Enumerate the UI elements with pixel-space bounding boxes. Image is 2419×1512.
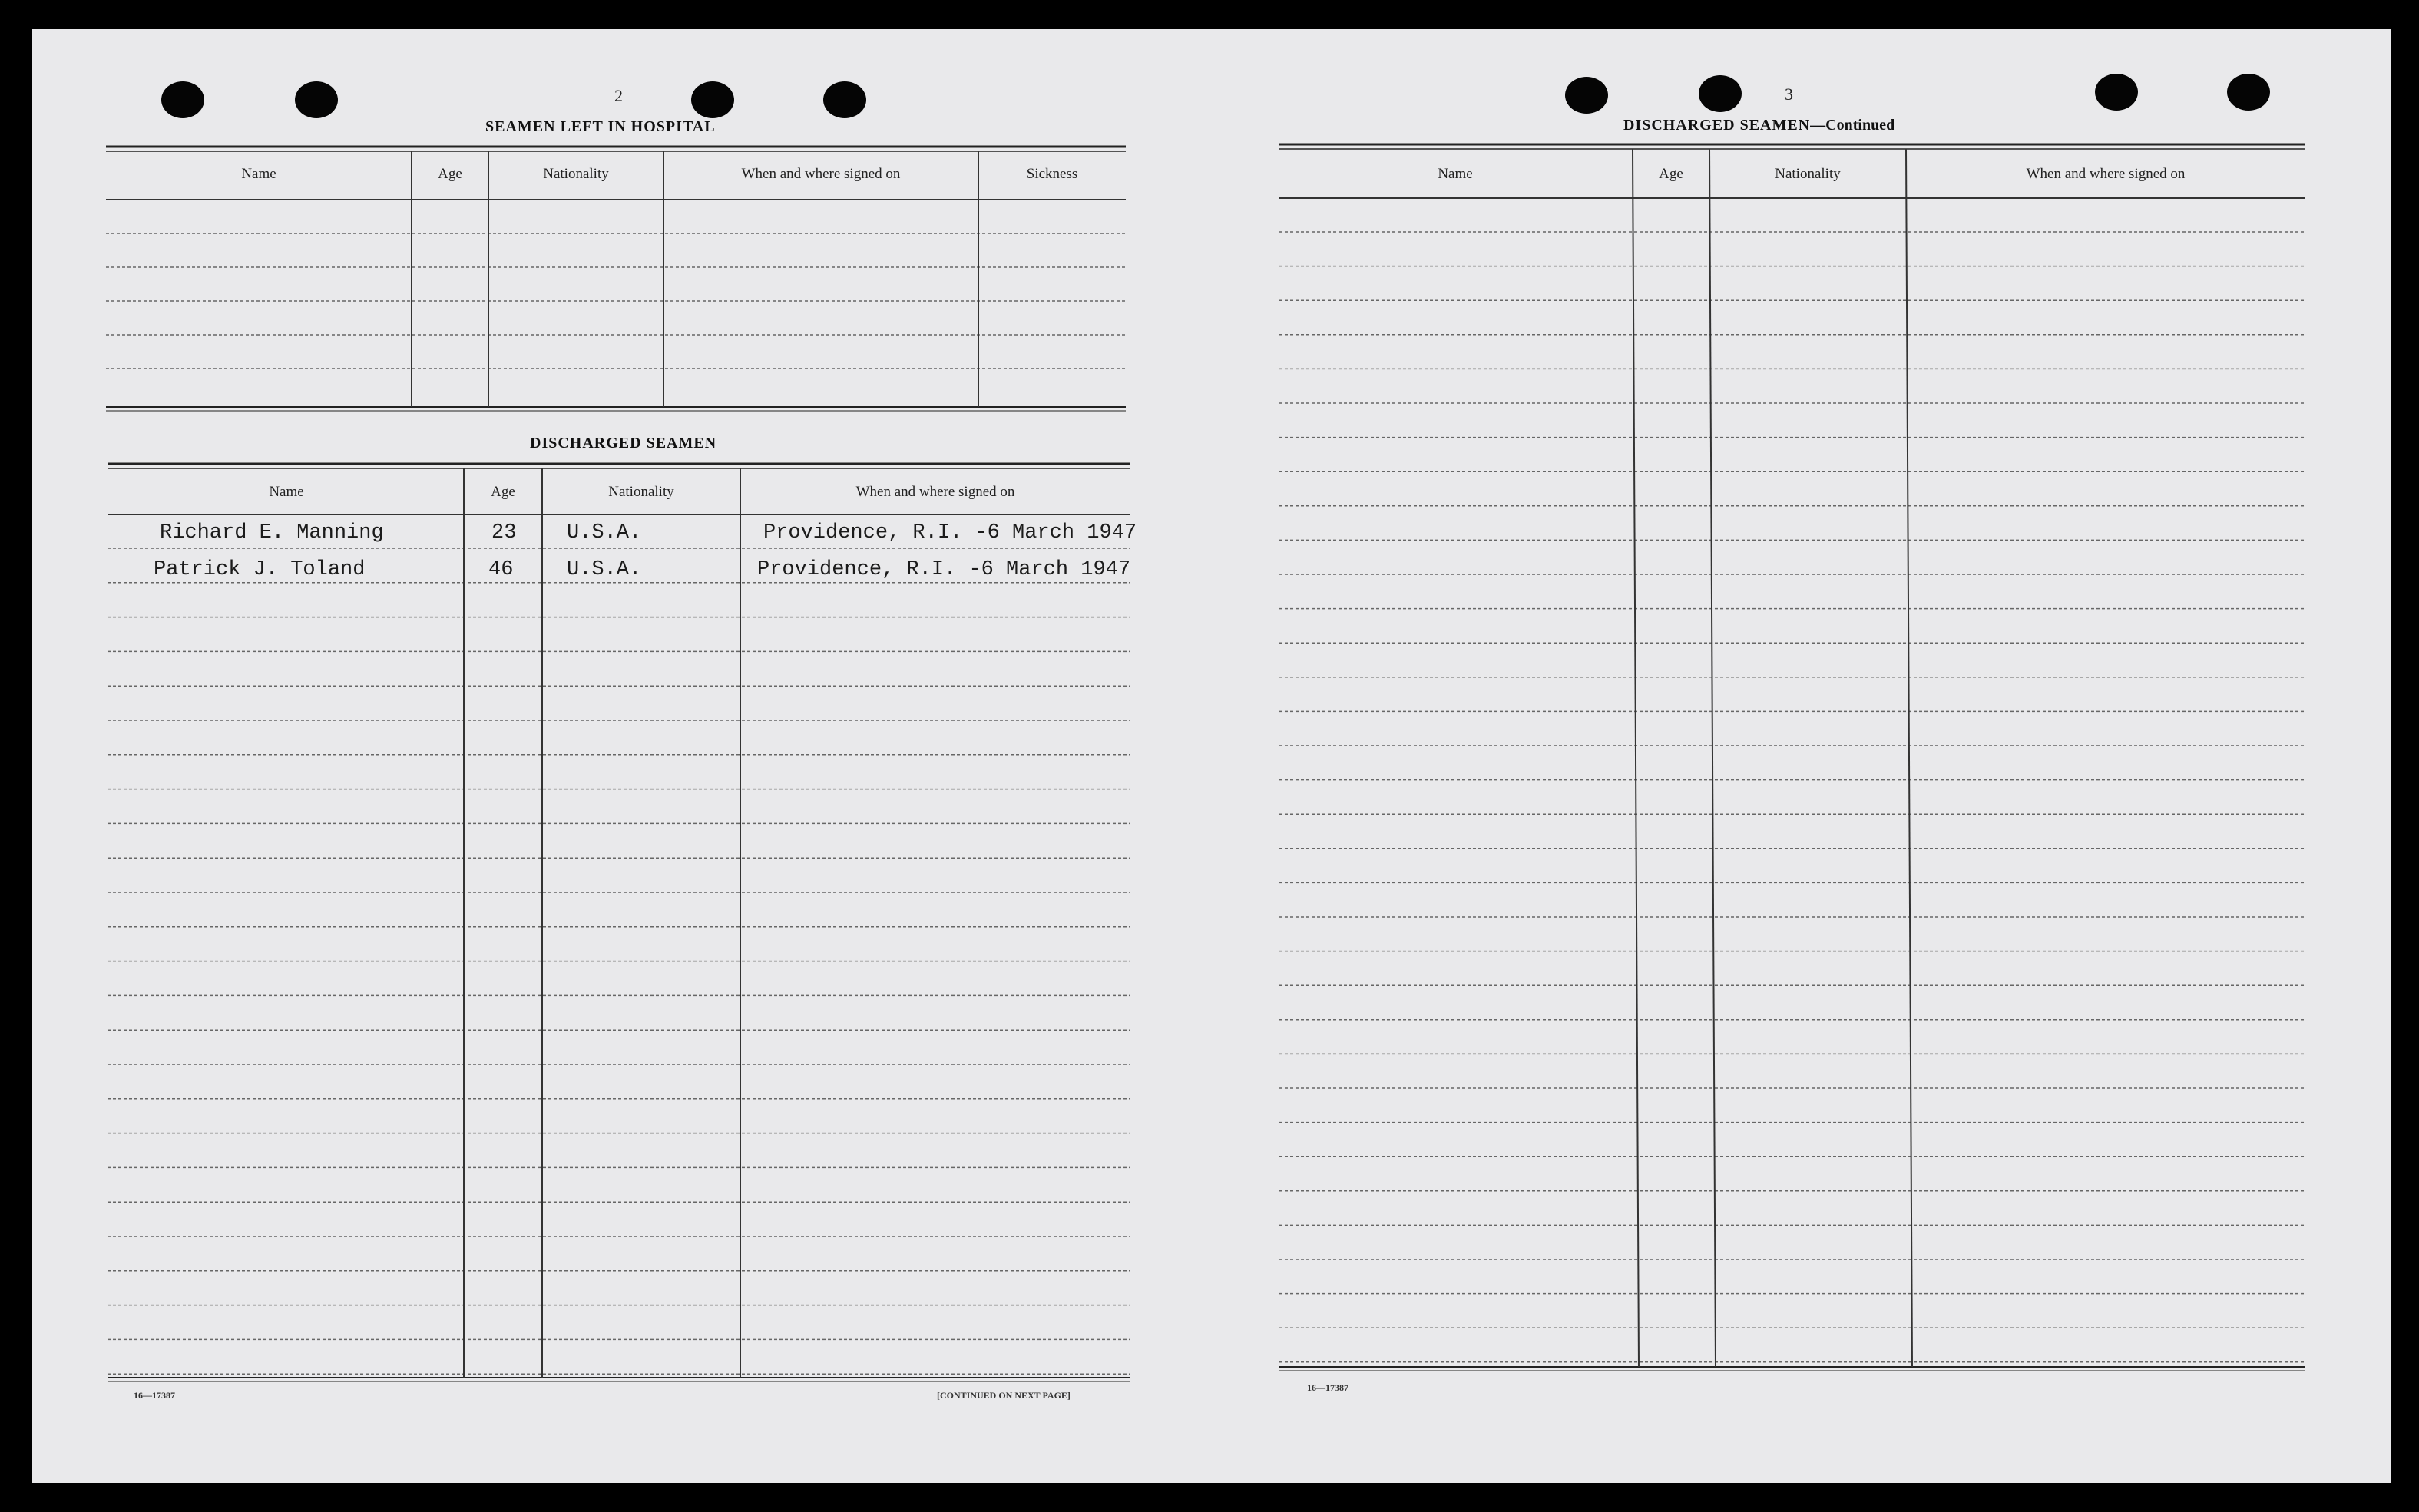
discharged-row-2-nationality: U.S.A.: [567, 558, 642, 581]
right-section-title-continued: —Continued: [1810, 117, 1895, 134]
form-number-left: 16—17387: [134, 1390, 175, 1401]
discharged-continued-table-grid: [32, 29, 2391, 1411]
right-col-name: Name: [1438, 166, 1473, 182]
discharged-row-2-signed-on: Providence, R.I. -6 March 1947: [757, 558, 1131, 581]
right-col-signed-on: When and where signed on: [2026, 166, 2186, 182]
hospital-col-name: Name: [241, 166, 276, 182]
hospital-col-age: Age: [438, 166, 462, 182]
discharged-col-signed-on: When and where signed on: [855, 484, 1015, 500]
continued-note: [CONTINUED ON NEXT PAGE]: [937, 1390, 1071, 1401]
discharged-row-1-name: Richard E. Manning: [160, 521, 384, 544]
ruled-line: [1709, 149, 1716, 1367]
hospital-col-sickness: Sickness: [1026, 166, 1078, 182]
discharged-col-age: Age: [491, 484, 515, 500]
discharged-row-1-signed-on: Providence, R.I. -6 March 1947: [763, 521, 1137, 544]
discharged-row-1-age: 23: [491, 521, 517, 544]
ruled-line: [1633, 149, 1639, 1367]
discharged-section-title: DISCHARGED SEAMEN: [530, 435, 717, 452]
discharged-row-2-age: 46: [488, 558, 514, 581]
hospital-col-signed-on: When and where signed on: [741, 166, 901, 182]
hospital-col-nationality: Nationality: [543, 166, 609, 182]
page-number-left: 2: [614, 86, 623, 105]
right-section-title-main: DISCHARGED SEAMEN: [1623, 117, 1811, 134]
right-col-nationality: Nationality: [1775, 166, 1841, 182]
page-number-right: 3: [1785, 84, 1793, 104]
document-sheet: [32, 29, 2391, 1483]
discharged-col-name: Name: [269, 484, 304, 500]
discharged-row-1-nationality: U.S.A.: [567, 521, 642, 544]
discharged-col-nationality: Nationality: [608, 484, 674, 500]
right-col-age: Age: [1659, 166, 1683, 182]
ruled-line: [1906, 149, 1912, 1367]
form-number-right: 16—17387: [1307, 1382, 1348, 1393]
hospital-section-title: SEAMEN LEFT IN HOSPITAL: [485, 118, 716, 135]
discharged-row-2-name: Patrick J. Toland: [154, 558, 366, 581]
